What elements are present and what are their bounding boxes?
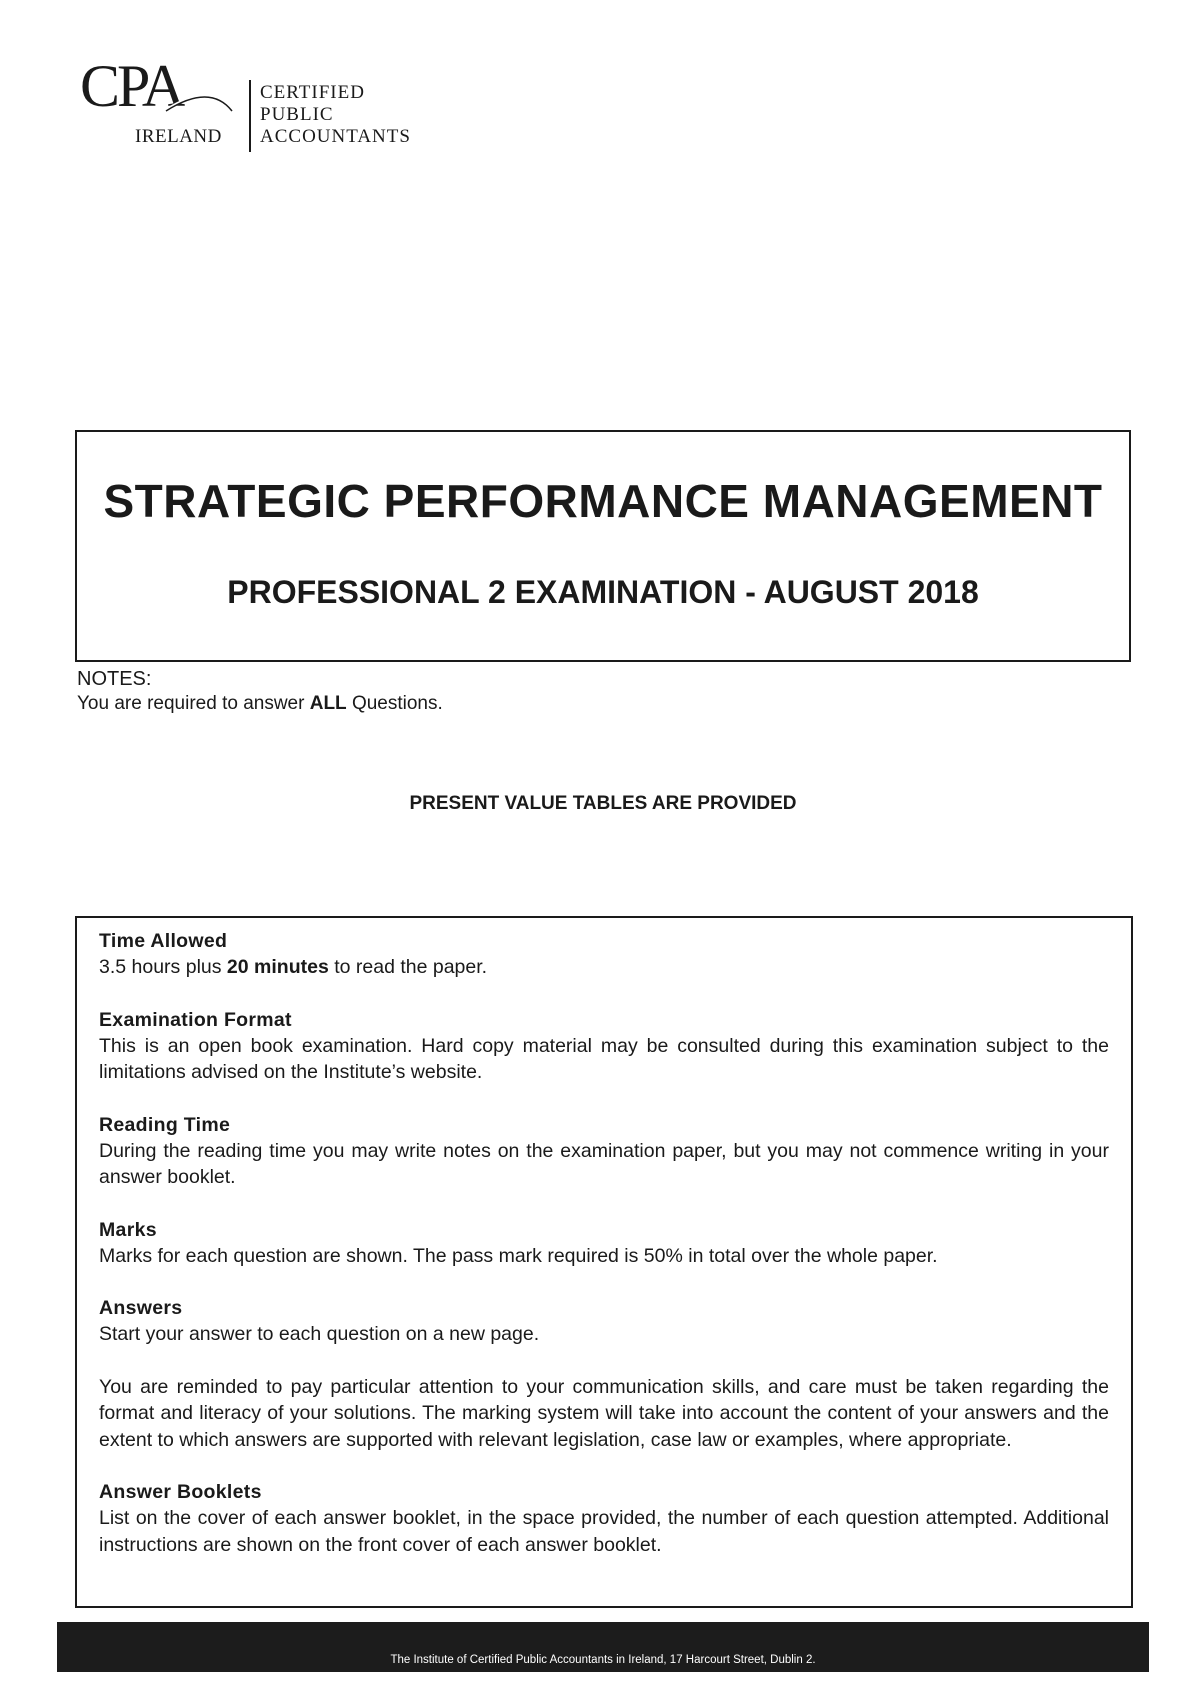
notes-instruction: You are required to answer ALL Questions. [77,693,443,714]
answer-booklets-section [99,1479,1109,1558]
cpa-ireland-logo [80,58,440,158]
exam-format-title: Examination Format [99,1008,292,1031]
logo-mark: CPA [80,58,183,119]
marks-section [99,1217,1109,1270]
answers-text-communication: You are reminded to pay particular attention to your communication skills, and care must be taken regarding the format and literacy of your solutions. The marking system will take into account the content of your answers and the extent to which answers are supported with relevant legislation, case law or examples, where appropriate. [99,1375,1109,1451]
logo-line-accountants: ACCOUNTANTS [260,126,411,147]
footer-bar [57,1622,1149,1672]
time-allowed-text: 3.5 hours plus 20 minutes to read the paper. [99,956,488,978]
reading-time-title: Reading Time [99,1113,231,1136]
marks-text: Marks for each question are shown. The pass mark required is 50% in total over the whole paper. [99,1244,938,1267]
answer-booklets-title: Answer Booklets [99,1481,262,1503]
answers-text-new-page: Start your answer to each question on a new page. [99,1323,540,1345]
exam-title: STRATEGIC PERFORMANCE MANAGEMENT [103,475,1103,527]
present-value-tables-note: PRESENT VALUE TABLES ARE PROVIDED [409,793,797,814]
exam-subtitle: PROFESSIONAL 2 EXAMINATION - AUGUST 2018 [227,574,979,610]
footer-address: The Institute of Certified Public Accountants in Ireland, 17 Harcourt Street, Dublin 2. [390,1654,816,1666]
answers-section [99,1295,1109,1453]
answer-booklets-text: List on the cover of each answer booklet, in the space provided, the number of each question attempted. Additional instructions are shown on the front cover of each answer booklet. [99,1507,1109,1556]
logo-line-certified: CERTIFIED [260,82,365,103]
exam-title-box [75,430,1131,662]
reading-time-text: During the reading time you may write notes on the examination paper, but you may not commence writing in your answer booklet. [99,1139,1109,1188]
logo-country: IRELAND [135,126,222,147]
time-allowed-title: Time Allowed [99,930,228,952]
logo-line-public: PUBLIC [260,104,334,125]
exam-format-section [99,1007,1109,1086]
exam-format-text: This is an open book examination. Hard copy material may be consulted during this examination subject to the limitations advised on the Institute’s website. [99,1034,1109,1083]
time-allowed-section [99,928,1109,981]
exam-information-box [75,916,1133,1608]
marks-title: Marks [99,1218,157,1241]
answers-title: Answers [99,1297,183,1319]
notes-heading: NOTES: [77,668,152,690]
reading-time-section [99,1112,1109,1191]
